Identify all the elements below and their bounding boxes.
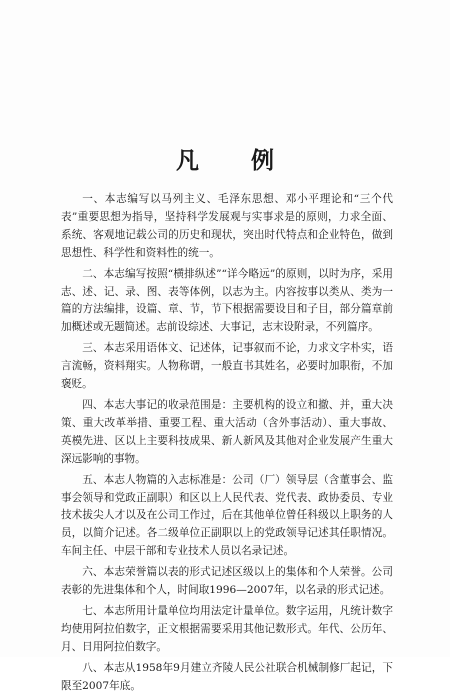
guideline-paragraph-1: 一、本志编写以马列主义、毛泽东思想、邓小平理论和“三个代表”重要思想为指导，坚持科学发展观与实事求是的原则，力求全面、系统、客观地记载公司的历史和现状，突出时代特点和企业特色，做到思想性、科学性和资料性的统一。 bbox=[61, 193, 393, 259]
guideline-paragraph-4: 四、本志大事记的收录范围是：主要机构的设立和撤、并，重大决策、重大改革举措、重要工程、重大活动（含外事活动）、重大事故、英模先进、区以上主要科技成果、新人新风及其他对企业发展产生重大深远影响的事物。 bbox=[61, 398, 393, 465]
guideline-paragraph-5: 五、本志人物篇的入志标准是：公司（厂）领导层（含董事会、监事会领导和党政正副职）和区以上人民代表、党代表、政协委员、专业技术拔尖人才以及在公司工作过，后在其他单位曾任科级以上职务的人员，以简介记述。各二级单位正副职以上的党政领导记述其任职情况。车间主任、中层干部和专业技术人员以名录记述。 bbox=[61, 473, 393, 558]
guidelines-body bbox=[61, 191, 393, 698]
guideline-paragraph-2: 二、本志编写按照“横排纵述”“详今略远”的原则，以时为序，采用志、述、记、录、图、表等体例，以志为主。内容按事以类从、类为一篇的方法编排，设篇、章、节，节下根据需要设目和子目，部分篇章前加概述或无题简述。志前设综述、大事记，志末设附录，不列篇序。 bbox=[61, 267, 393, 334]
guideline-paragraph-7: 七、本志所用计量单位均用法定计量单位。数字运用，凡统计数字均使用阿拉伯数字，正文根据需要采用其他记数形式。年代、公历年、月、日用阿拉伯数字。 bbox=[61, 604, 393, 653]
guideline-paragraph-3: 三、本志采用语体文、记述体，记事叙而不论，力求文字朴实，语言流畅，资料翔实。人物称谓，一般直书其姓名，必要时加职衔，不加褒贬。 bbox=[61, 342, 393, 391]
guideline-paragraph-8: 八、本志从1958年9月建立齐陵人民公社联合机械制修厂起记，下限至2007年底。 bbox=[61, 661, 393, 692]
page-title: 凡 例 bbox=[175, 147, 296, 174]
guideline-paragraph-6: 六、本志荣誉篇以表的形式记述区级以上的集体和个人荣誉。公司表彰的先进集体和个人，时间取1996—2007年，以名录的形式记述。 bbox=[61, 566, 393, 597]
